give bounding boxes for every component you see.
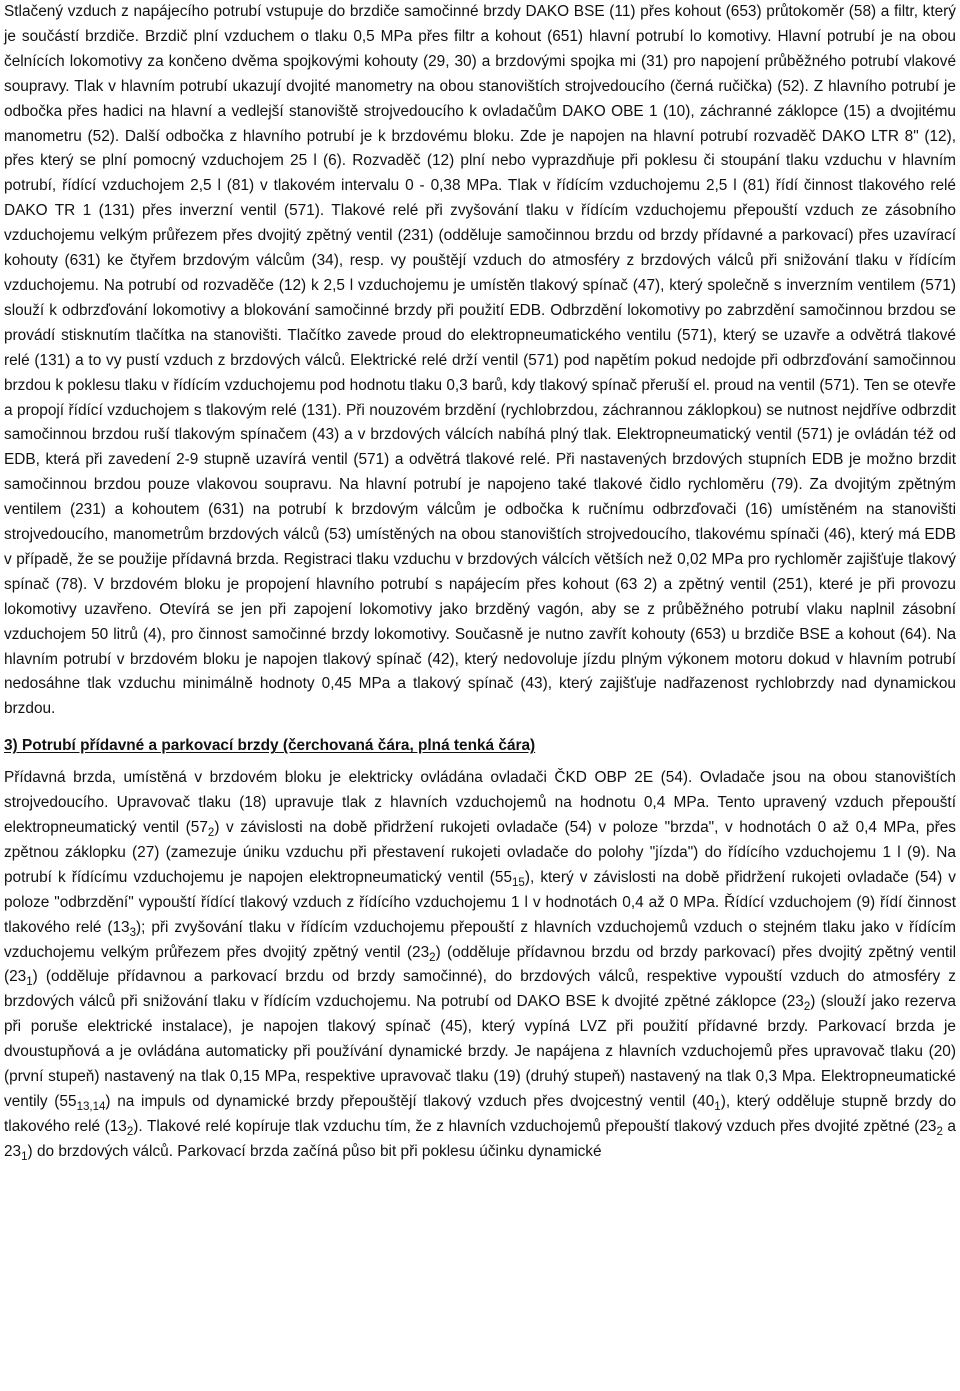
text-run: ), který odděluje stupně brzdy do tlakového relé (13 [4, 1092, 956, 1135]
text-run: ) do brzdových válců. Parkovací brzda začíná půso bit při poklesu účinku dynamické [27, 1142, 602, 1160]
subscript: 1 [26, 976, 33, 989]
text-run: ) na impuls od dynamické brzdy přepouštějí tlakový vzduch přes dvojcestný ventil (40 [105, 1092, 715, 1110]
paragraph-automatic-brake: Stlačený vzduch z napájecího potrubí vstupuje do brzdiče samočinné brzdy DAKO BSE (11) přes kohout (653) průtokoměr (58) a filtr, který je součástí brzdiče. Brzdič plní vzduchem o tlaku 0,5 MPa přes filtr a kohout (651) hlavní potrubí lo komotivy. Hlavní potrubí je na obou čelnících lokomotivy za končeno dvěma spojkovými kohouty (29, 30) a brzdovými spojka mi (31) pro napojení průběžného potrubí vlakové soupravy. Tlak v hlavním potrubí ukazují dvojité manometry na obou stanovištích strojvedoucího (černá ručička) (52). Z hlavního potrubí je odbočka přes hadici na hlavní a vedlejší stanoviště strojvedoucího k ovladačům DAKO OBE 1 (10), záchranné záklopce (15) a dvojitému manometru (52). Další odbočka z hlavního potrubí je k brzdovému bloku. Zde je napojen na hlavní potrubí rozvaděč DAKO LTR 8" (12), přes který se plní pomocný vzduchojem 25 l (6). Rozvaděč (12) plní nebo vyprazdňuje při poklesu či stoupání tlaku vzduchu v hlavním potrubí, řídící vzduchojem 2,5 l (81) v tlakovém intervalu 0 - 0,38 MPa. Tlak v řídícím vzduchojemu 2,5 l (81) řídí činnost tlakového relé DAKO TR 1 (131) přes inverzní ventil (571). Tlakové relé při zvyšování tlaku v řídícím vzduchojemu přepouští vzduch ze zásobního vzduchojemu velkým průřezem přes dvojitý zpětný ventil (231) (odděluje samočinnou brzdu od brzdy přídavné a parkovací) přes uzavírací kohouty (631) ke čtyřem brzdovým válcům (34), resp. vy pouštějí vzduch do atmosféry z brzdových válců při snižování tlaku v řídícím vzduchojemu. Na potrubí od rozvaděče (12) k 2,5 l vzduchojemu je umístěn tlakový spínač (47), který společně s inverzním ventilem (571) slouží k odbrzďování lokomotivy a blokování samočinné brzdy při použití EDB. Odbrzdění lokomotivy po zabrzdění samočinnou brzdou se provádí stisknutím tlačítka na stanovišti. Tlačítko zavede proud do elektropneumatického ventilu (571), který se uzavře a odvětrá tlakové relé (131) a to vy pustí vzduch z brzdových válců. Elektrické relé drží ventil (571) pod napětím pokud nedojde při odbrzďování samočinnou brzdou k poklesu tlaku v řídícím vzduchojemu pod hodnotu tlaku 0,3 barů, kdy tlakový spínač přeruší el. proud na ventil (571). Ten se otevře a propojí řídící vzduchojem s tlakovým relé (131). Při nouzovém brzdění (rychlobrzdou, záchrannou záklopkou) se nutnost nejdříve odbrzdit samočinnou brzdou ruší tlakovým spínačem (43) a v brzdových válcích nabíhá plný tlak. Elektropneumatický ventil (571) je ovládán též od EDB, která při zavedení 2-9 stupně uzavírá ventil (571) a odvětrá tlakové relé. Při nastavených brzdových stupních EDB je možno brzdit samočinnou brzdou pouze vlakovou soupravu. Na hlavní potrubí je napojeno také tlakové čidlo rychloměru (79). Za dvojitým zpětným ventilem (231) a kohoutem (631) na potrubí k brzdovým válcům je odbočka k ručnímu odbrzďovači (16) umístěném na stanovišti strojvedoucího, manometrům brzdových válců (53) umístěných na obou stanovištích strojvedoucího, tlakovému spínači (46), který má EDB v případě, že se použije přídavná brzda. Registraci tlaku vzduchu v brzdových válcích větších než 0,02 MPa pro rychloměr zajišťuje tlakový spínač (78). V brzdovém bloku je propojení hlavního potrubí s napájecím přes kohout (63 2) a zpětný ventil (251), které je při provozu lokomotivy uzavřeno. Otevírá se jen při zapojení lokomotivy jako brzděný vagón, aby se z průběžného potrubí vlaku naplnil zásobní vzduchojem 50 litrů (4), pro činnost samočinné brzdy lokomotivy. Současně je nutno zavřít kohouty (653) u brzdiče BSE a kohout (64). Na hlavním potrubí v brzdovém bloku je napojen tlakový spínač (42), který nedovoluje jízdu plným výkonem motoru dokud v hlavním potrubí nedosáhne tlak vzduchu minimálně hodnoty 0,45 MPa a tlakový spínač (43), který zajišťuje nadřazenost rychlobrzdy nad dynamickou brzdou. [4, 3, 956, 718]
subscript: 2 [936, 1125, 943, 1138]
text-run: Přídavná brzda, umístěná v brzdovém bloku je elektricky ovládána ovladači ČKD OBP 2E (54). Ovladače jsou na obou stanovištích strojvedoucího. Upravovač tlaku (18) upravuje tlak z hlavních vzduchojemů na hodnotu 0,4 MPa. Tento upravený vzduch přepouští elektropneumatický ventil (57 [4, 769, 956, 836]
text-run: ); při zvyšování tlaku v řídícím vzduchojemu přepouští z hlavních vzduchojemů vzduch o stejném tlaku jako v řídícím vzduchojemu velkým průřezem přes dvojitý zpětný ventil (23 [4, 918, 956, 961]
text-run: ) (slouží jako rezerva při poruše elektrické instalace), je napojen tlakový spínač (45), který vypíná LVZ při použití přídavné brzdy. Parkovací brzda je dvoustupňová a je ovládána automaticky při používání dynamické brzdy. Je napájena z hlavních vzduchojemů přes upravovač tlaku (20) (první stupeň) nastavený na tlak 0,15 MPa, respektive upravovač tlaku (19) (druhý stupeň) nastavený na tlak 0,3 Mpa. Elektropneumatické ventily (55 [4, 993, 956, 1110]
text-run: a 23 [4, 1117, 956, 1160]
text-run: ) (odděluje přídavnou brzdu od brzdy parkovací) přes dvojitý zpětný ventil (23 [4, 943, 956, 986]
section-heading-auxiliary-parking-brake: 3) Potrubí přídavné a parkovací brzdy (čerchovaná čára, plná tenká čára) [4, 737, 536, 755]
text-run: ) v závislosti na době přidržení rukojeti ovladače (54) v poloze "brzda", v hodnotách 0 až 0,4 MPa, přes zpětnou záklopku (27) (zamezuje úniku vzduchu při přestavení rukojeti ovladače do polohy "jízda") do řídícího vzduchojemu 1 l (9). Na potrubí k řídícímu vzduchojemu je napojen elektropneumatický ventil (55 [4, 819, 956, 886]
subscript: 13,14 [76, 1101, 106, 1113]
subscript: 2 [803, 1001, 811, 1014]
subscript: 1 [21, 1150, 28, 1163]
subscript: 2 [207, 827, 215, 840]
subscript: 15 [512, 876, 525, 889]
subscript: 1 [714, 1101, 721, 1113]
text-run: ) (odděluje přídavnou a parkovací brzdu od brzdy samočinné), do brzdových válců, respektive vypouští vzduch do atmosféry z brzdových válců při snižování tlaku v řídícím vzduchojemu. Na potrubí od DAKO BSE k dvojité zpětné záklopce (23 [4, 968, 956, 1011]
subscript: 3 [129, 926, 137, 939]
subscript: 2 [429, 951, 436, 964]
text-run: ), který v závislosti na době přidržení rukojeti ovladače (54) v poloze "odbrzdění" vypouští řídící tlakový vzduch z řídícího vzduchojemu 1 l v hodnotách 0,4 až 0 MPa. Řídící vzduchojem (9) řídí činnost tlakového relé (13 [4, 868, 956, 936]
subscript: 2 [126, 1125, 134, 1138]
paragraph-auxiliary-parking-brake [4, 766, 956, 1165]
text-run: ). Tlakové relé kopíruje tlak vzduchu tím, že z hlavních vzduchojemů přepouští tlakový vzduch přes dvojité zpětné (23 [133, 1117, 937, 1135]
